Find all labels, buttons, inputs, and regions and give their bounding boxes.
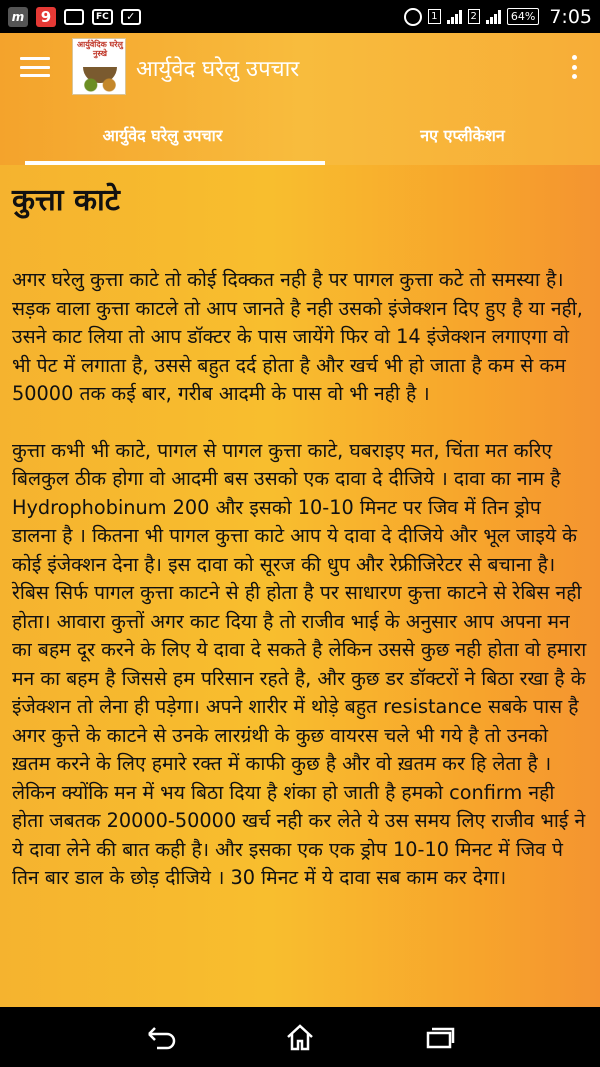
m-icon: m	[8, 7, 28, 27]
nine-app-icon: 9	[36, 7, 56, 27]
more-options-icon[interactable]	[572, 55, 578, 79]
tab-bar	[0, 105, 600, 165]
status-bar	[0, 0, 600, 33]
sim1-badge: 1	[428, 9, 440, 24]
navigation-bar	[0, 1007, 600, 1067]
checkbox-icon: ✓	[121, 9, 141, 25]
clock: 7:05	[549, 5, 592, 28]
article-paragraph-2: कुत्ता कभी भी काटे, पागल से पागल कुत्ता काटे, घबराइए मत, चिंता मत करिए बिलकुल ठीक होगा वो आदमी बस उसको एक दावा दे दीजिये । दावा का नाम है Hydrophobinum 200 और इसको 10-10 मिनट पर जिव में तिन ड्रोप डालना है । कितना भी पागल कुत्ता काटे आप ये दावा दे दीजिये और भूल जाइये के कोई इंजेक्शन देना है। इस दावा को सूरज की धुप और रेफ्रीजिरेटर से बचाना है। रेबिस सिर्फ पागल कुत्ता काटने से ही होता है पर साधारण कुत्ता काटने से रेबिस नही होता। आवारा कुत्तों अगर काट दिया है तो राजीव भाई के अनुसार आप अपना मन का बहम दूर करने के लिए ये दावा दे सकते है लेकिन उससे कुछ नही होता वो हमारा मन का बहम है जिससे हम परिसान रहते है, और कुछ डर डॉक्टरों ने बिठा रखा है के इंजेक्शन तो लेना ही पड़ेगा। अपने शारीर में थोड़े बहुत resistance सबके पास है अगर कुत्ते के काटने से उनके लारग्रंथी के कुछ वायरस चले भी गये है तो उनको ख़तम करने के लिए हमारे रक्त में काफी कुछ है और वो ख़तम कर हि लेता है । लेकिन क्योंकि मन में भय बिठा दिया है शंका हो जाती है हमको confirm नही होता जबतक 20000-50000 खर्च नही कर लेते ये उस समय लिए राजीव भाई ने ये दावा लेने की बात कही है। और इसका एक एक ड्रोप 10-10 मिनट में जिव पे तिन बार डाल के छोड़ दीजिये । 30 मिनट में ये दावा सब काम कर देगा।	[12, 438, 587, 889]
home-icon[interactable]	[270, 1015, 330, 1059]
back-icon[interactable]	[130, 1015, 190, 1059]
app-title: आर्युवेद घरेलु उपचार	[136, 57, 300, 82]
sim2-badge: 2	[468, 9, 480, 24]
article-paragraph-1: अगर घरेलु कुत्ता काटे तो कोई दिक्कत नही है पर पागल कुत्ता कटे तो समस्या है। सड़क वाला कुत्ता काटले तो आप जानते है नही उसको इंजेक्शन दिए हुए है या नही, उसने काट लिया तो आप डॉक्टर के पास जायेंगे फिर वो 14 इंजेक्शन लगाएगा वो भी पेट में लगाता है, उससे बहुत दर्द होता है और खर्च भी हो जाता है कम से कम 50000 तक कई बार, गरीब आदमी के पास वो भी नही है ।	[12, 268, 583, 405]
tab-new-applications[interactable]: नए एप्लीकेशन	[420, 126, 505, 145]
logo-text: आर्युवेदिक घरेलु नुस्खे	[77, 40, 123, 58]
signal-icon	[447, 10, 462, 24]
article-content[interactable]	[0, 165, 600, 1007]
signal-icon-2	[486, 10, 501, 24]
system-icons	[404, 6, 592, 28]
image-icon	[64, 9, 84, 25]
tab-ayurved-upchar[interactable]: आर्युवेद घरेलु उपचार	[0, 105, 325, 165]
battery-icon: 64%	[507, 8, 539, 25]
notification-icons	[8, 7, 141, 27]
article-title: कुत्ता काटे	[12, 183, 120, 218]
logo-herbs	[77, 77, 123, 93]
app-logo	[72, 38, 126, 95]
alarm-icon	[404, 8, 422, 26]
app-bar	[0, 33, 600, 165]
menu-icon[interactable]	[20, 57, 50, 77]
recents-icon[interactable]	[410, 1015, 470, 1059]
fc-icon: FC	[92, 9, 113, 25]
